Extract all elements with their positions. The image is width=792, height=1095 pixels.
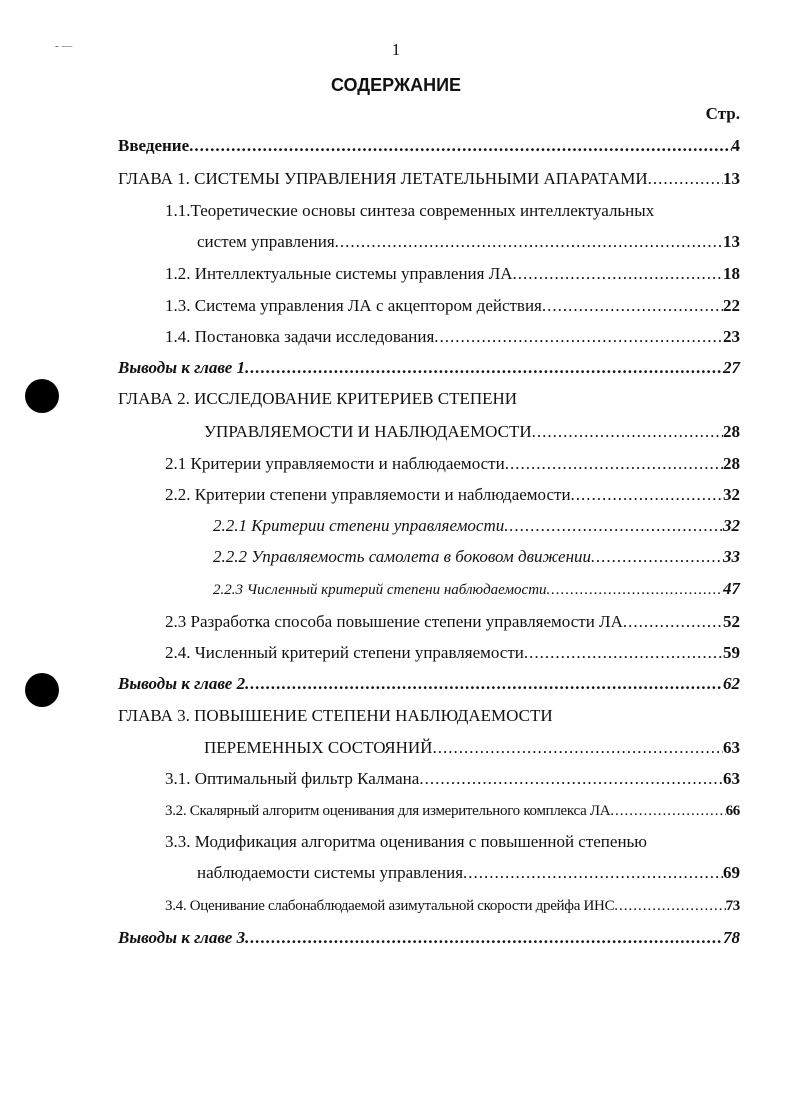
punch-hole-marker [25, 673, 59, 707]
toc-leader [245, 356, 723, 380]
toc-entry [197, 230, 740, 254]
toc-leader [434, 325, 723, 349]
toc-entry-title: Введение [118, 136, 190, 155]
toc-entry-title: 2.2. Критерии степени управляемости и наблюдаемости [165, 485, 571, 504]
toc-entry [204, 420, 740, 444]
toc-entry [165, 641, 740, 665]
toc-entry-title: 3.3. Модификация алгоритма оценивания с повышенной степенью [165, 832, 648, 851]
toc-leader [591, 545, 723, 569]
toc-entry-title-cont: УПРАВЛЯЕМОСТИ И НАБЛЮДАЕМОСТИ [204, 422, 532, 441]
scan-speck: - — [55, 40, 73, 52]
toc-entry-title: 1.3. Система управления ЛА с акцептором действия [165, 296, 542, 315]
toc-entry-title-cont: ПЕРЕМЕННЫХ СОСТОЯНИЙ [204, 738, 433, 757]
toc-leader [614, 894, 725, 918]
toc-entry-title: 2.2.1 Критерии степени управляемости [213, 516, 505, 535]
toc-entry [118, 356, 740, 380]
toc-leader [623, 610, 723, 634]
toc-entry-title: Выводы к главе 1 [118, 358, 246, 377]
toc-leader [532, 420, 723, 444]
toc-entry-title: Выводы к главе 2 [118, 674, 246, 693]
toc-leader [504, 514, 723, 538]
toc-entry-title: ГЛАВА 3. ПОВЫШЕНИЕ СТЕПЕНИ НАБЛЮДАЕМОСТИ [118, 706, 553, 725]
page-title: СОДЕРЖАНИЕ [330, 75, 462, 95]
toc-entry-title-cont: наблюдаемости системы управления [197, 863, 464, 882]
toc-entry [213, 514, 740, 538]
toc-entry [165, 483, 740, 507]
toc-entry-page: 78 [723, 928, 740, 947]
toc-entry [213, 545, 740, 569]
toc-leader [245, 926, 723, 950]
toc-entry [165, 452, 740, 476]
toc-leader [335, 230, 723, 254]
toc-leader [542, 294, 723, 318]
toc-entry-title: 2.4. Численный критерий степени управляемости [165, 643, 524, 662]
toc-leader [524, 641, 723, 665]
toc-entry [165, 767, 740, 791]
toc-entry-title: 2.1 Критерии управляемости и наблюдаемости [165, 454, 505, 473]
toc-entry-title: 3.2. Скалярный алгоритм оценивания для измерительного комплекса ЛА [165, 803, 611, 819]
toc-entry-title: 1.2. Интеллектуальные системы управления ЛА [165, 264, 513, 283]
page-number: 1 [391, 40, 401, 59]
punch-hole-marker [25, 379, 59, 413]
toc-entry-page: 63 [723, 738, 740, 757]
toc-entry-title: 3.4. Оценивание слабонаблюдаемой азимутальной скорости дрейфа ИНС [165, 898, 615, 914]
toc-entry-title: Выводы к главе 3 [118, 928, 246, 947]
toc-entry [165, 294, 740, 318]
toc-entry [213, 577, 740, 602]
toc-entry-title: ГЛАВА 2. ИССЛЕДОВАНИЕ КРИТЕРИЕВ СТЕПЕНИ [118, 389, 518, 408]
toc-leader [245, 672, 723, 696]
toc-leader [610, 799, 725, 823]
toc-leader [505, 452, 723, 476]
toc-entry [118, 672, 740, 696]
toc-leader [571, 483, 723, 507]
toc-entry-page: 23 [723, 327, 740, 346]
toc-entry-page: 28 [723, 454, 740, 473]
toc-entry-page: 52 [723, 612, 740, 631]
toc-entry-page: 73 [725, 898, 740, 914]
toc-entry-page: 59 [723, 643, 740, 662]
toc-entry-title: 2.3 Разработка способа повышение степени управляемости ЛА [165, 612, 623, 631]
toc-entry-title: 1.1.Теоретические основы синтеза современных интеллектуальных [165, 201, 655, 220]
toc-entry [165, 262, 740, 286]
toc-entry-page: 13 [723, 169, 740, 188]
toc-entry-page: 18 [723, 264, 740, 283]
toc-entry [165, 325, 740, 349]
toc-leader [432, 736, 723, 760]
toc-entry-page: 63 [723, 769, 740, 788]
toc-entry-page: 66 [725, 803, 740, 819]
toc-entry [204, 736, 740, 760]
toc-entry [165, 610, 740, 634]
toc-leader [419, 767, 723, 791]
toc-entry-page: 62 [723, 674, 740, 693]
toc-entry-title-cont: систем управления [197, 232, 335, 251]
toc-entry [118, 134, 740, 158]
toc-entry-page: 47 [723, 579, 740, 598]
toc-leader [547, 578, 723, 602]
toc-entry-title: ГЛАВА 1. СИСТЕМЫ УПРАВЛЕНИЯ ЛЕТАТЕЛЬНЫМИ АПАРАТАМИ [118, 169, 648, 188]
toc-leader [189, 134, 731, 158]
toc-leader [513, 262, 723, 286]
toc-leader [463, 861, 723, 885]
toc-entry-title: 2.2.2 Управляемость самолета в боковом движении [213, 547, 592, 566]
toc-entry-page: 69 [723, 863, 740, 882]
pages-column-label: Стр. [705, 104, 740, 123]
toc-entry-page: 28 [723, 422, 740, 441]
toc-entry-page: 33 [723, 547, 740, 566]
toc-entry-page: 32 [723, 516, 740, 535]
toc-entry [197, 861, 740, 885]
toc-entry-title: 1.4. Постановка задачи исследования [165, 327, 435, 346]
toc-entry [165, 799, 740, 823]
toc-entry-page: 22 [723, 296, 740, 315]
toc-entry-title: 3.1. Оптимальный фильтр Калмана [165, 769, 420, 788]
toc-leader [648, 167, 723, 191]
toc-entry-page: 32 [723, 485, 740, 504]
toc-entry [118, 926, 740, 950]
toc-entry [165, 894, 740, 918]
toc-entry [118, 167, 740, 191]
toc-entry-title: 2.2.3 Численный критерий степени наблюдаемости [213, 582, 547, 598]
toc-entry-page: 4 [731, 136, 740, 155]
toc-entry-page: 13 [723, 232, 740, 251]
toc-entry-page: 27 [723, 358, 740, 377]
